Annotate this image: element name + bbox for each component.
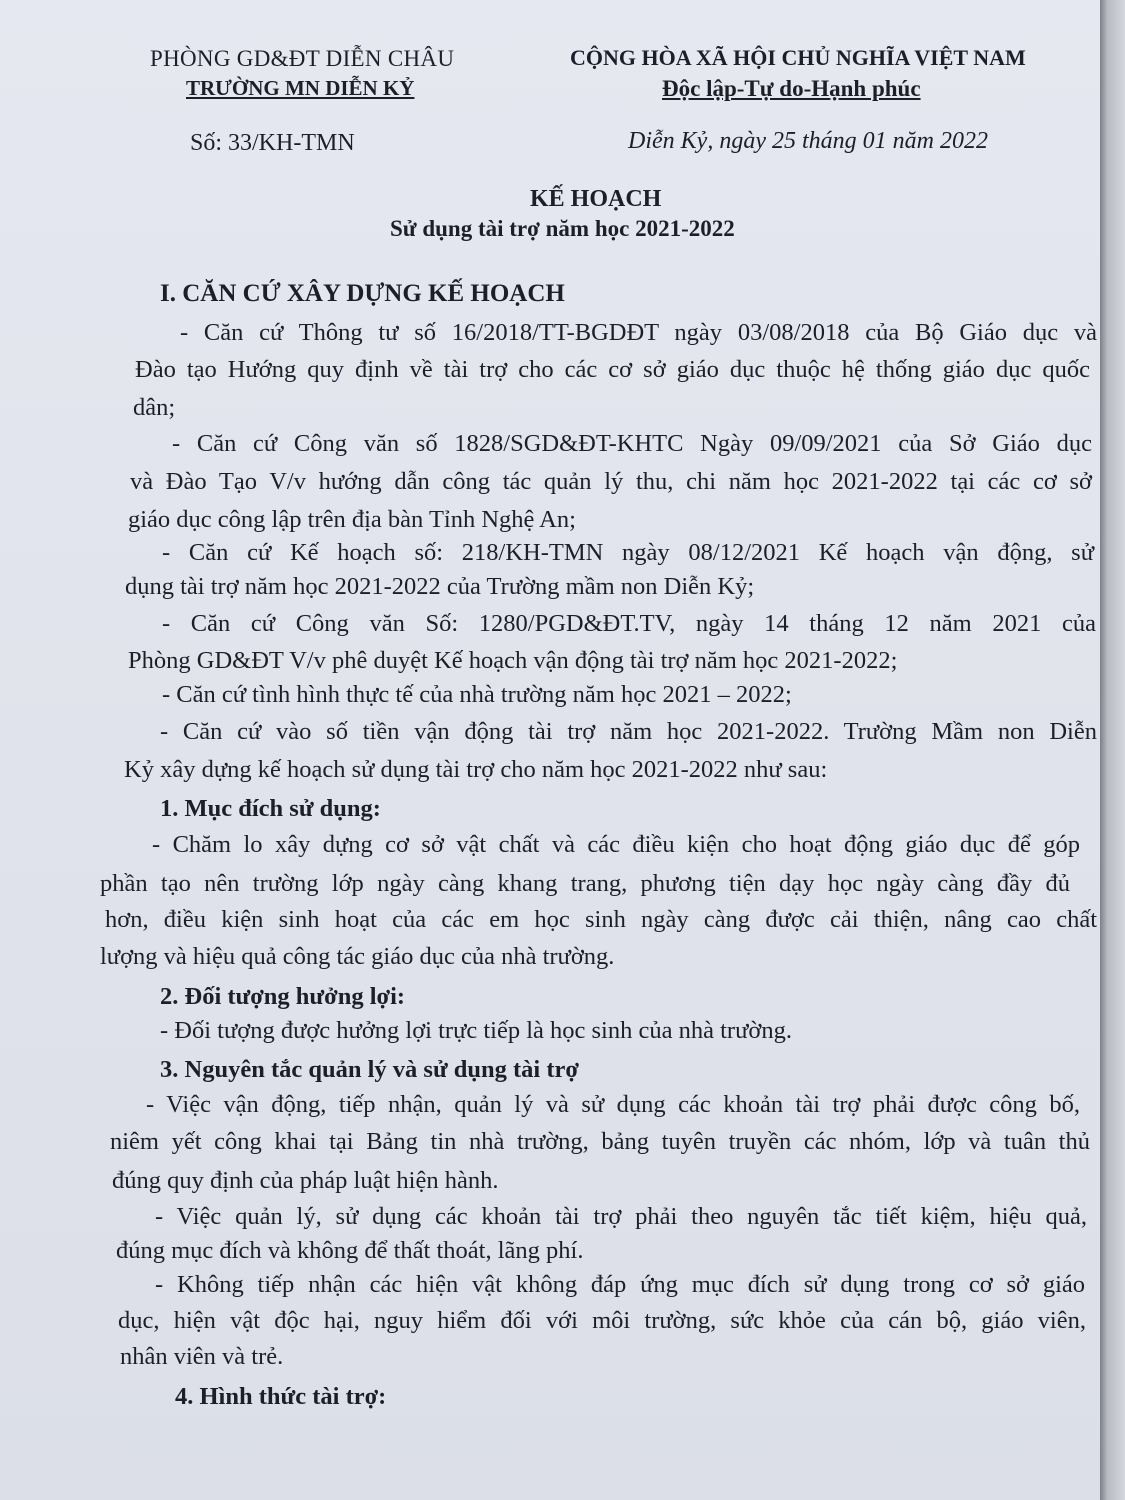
body-line: Kỷ xây dựng kế hoạch sử dụng tài trợ cho năm học 2021-2022 như sau: <box>124 756 828 783</box>
body-line: niêm yết công khai tại Bảng tin nhà trường, bảng tuyên truyền các nhóm, lớp và tuân thủ <box>110 1128 1090 1155</box>
body-line: dụng tài trợ năm học 2021-2022 của Trường mầm non Diễn Kỷ; <box>125 573 755 600</box>
body-line: Đào tạo Hướng quy định về tài trợ cho các cơ sở giáo dục thuộc hệ thống giáo dục quốc <box>135 356 1090 383</box>
item-heading: 3. Nguyên tắc quản lý và sử dụng tài trợ <box>160 1056 579 1083</box>
section-heading: I. CĂN CỨ XÂY DỰNG KẾ HOẠCH <box>160 280 565 307</box>
item-heading: 2. Đối tượng hưởng lợi: <box>160 983 406 1010</box>
doc-subtitle: Sử dụng tài trợ năm học 2021-2022 <box>390 216 735 241</box>
doc-date: Diễn Kỷ, ngày 25 tháng 01 năm 2022 <box>628 128 988 154</box>
header-right-motto: Độc lập-Tự do-Hạnh phúc <box>662 76 921 101</box>
item-heading: 1. Mục đích sử dụng: <box>160 795 381 822</box>
body-line: - Việc vận động, tiếp nhận, quản lý và sử dụng các khoản tài trợ phải được công bố, <box>146 1091 1080 1118</box>
body-line: - Căn cứ Thông tư số 16/2018/TT-BGDĐT ngày 03/08/2018 của Bộ Giáo dục và <box>180 319 1097 346</box>
body-line: - Đối tượng được hưởng lợi trực tiếp là học sinh của nhà trường. <box>160 1017 792 1044</box>
body-line: - Căn cứ Công văn số 1828/SGD&ĐT-KHTC Ngày 09/09/2021 của Sở Giáo dục <box>172 430 1092 457</box>
body-line: đúng mục đích và không để thất thoát, lãng phí. <box>116 1237 584 1264</box>
header-left-org: PHÒNG GD&ĐT DIỄN CHÂU <box>150 46 455 71</box>
body-line: phần tạo nên trường lớp ngày càng khang trang, phương tiện dạy học ngày càng đầy đủ <box>100 870 1070 897</box>
body-line: giáo dục công lập trên địa bàn Tỉnh Nghệ An; <box>128 506 576 533</box>
body-line: lượng và hiệu quả công tác giáo dục của nhà trường. <box>100 943 615 970</box>
header-right-country: CỘNG HÒA XÃ HỘI CHỦ NGHĨA VIỆT NAM <box>570 45 1026 70</box>
body-line: nhân viên và trẻ. <box>120 1343 284 1370</box>
body-line: - Căn cứ tình hình thực tế của nhà trường năm học 2021 – 2022; <box>162 681 792 708</box>
body-line: đúng quy định của pháp luật hiện hành. <box>112 1167 499 1194</box>
body-line: - Căn cứ vào số tiền vận động tài trợ năm học 2021-2022. Trường Mầm non Diễn <box>160 718 1097 745</box>
doc-number: Số: 33/KH-TMN <box>190 130 355 156</box>
header-left-school: TRƯỜNG MN DIỄN KỶ <box>186 76 415 100</box>
body-line: - Căn cứ Kế hoạch số: 218/KH-TMN ngày 08/12/2021 Kế hoạch vận động, sử <box>162 539 1094 566</box>
item-heading: 4. Hình thức tài trợ: <box>175 1383 387 1410</box>
body-line: dục, hiện vật độc hại, nguy hiểm đối với môi trường, sức khỏe của cán bộ, giáo viên, <box>118 1307 1086 1334</box>
body-line: dân; <box>133 394 176 421</box>
body-line: - Không tiếp nhận các hiện vật không đáp ứng mục đích sử dụng trong cơ sở giáo <box>155 1271 1085 1298</box>
body-line: - Chăm lo xây dựng cơ sở vật chất và các điều kiện cho hoạt động giáo dục để góp <box>152 831 1080 858</box>
page-edge-shadow <box>1100 0 1125 1500</box>
body-line: - Căn cứ Công văn Số: 1280/PGD&ĐT.TV, ngày 14 tháng 12 năm 2021 của <box>162 610 1096 637</box>
body-line: - Việc quản lý, sử dụng các khoản tài trợ phải theo nguyên tắc tiết kiệm, hiệu quả, <box>155 1203 1087 1230</box>
body-line: Phòng GD&ĐT V/v phê duyệt Kế hoạch vận động tài trợ năm học 2021-2022; <box>128 647 898 674</box>
body-line: hơn, điều kiện sinh hoạt của các em học sinh ngày càng được cải thiện, nâng cao chất <box>105 906 1097 933</box>
body-line: và Đào Tạo V/v hướng dẫn công tác quản lý thu, chi năm học 2021-2022 tại các cơ sở <box>130 468 1092 495</box>
doc-title: KẾ HOẠCH <box>530 186 662 212</box>
